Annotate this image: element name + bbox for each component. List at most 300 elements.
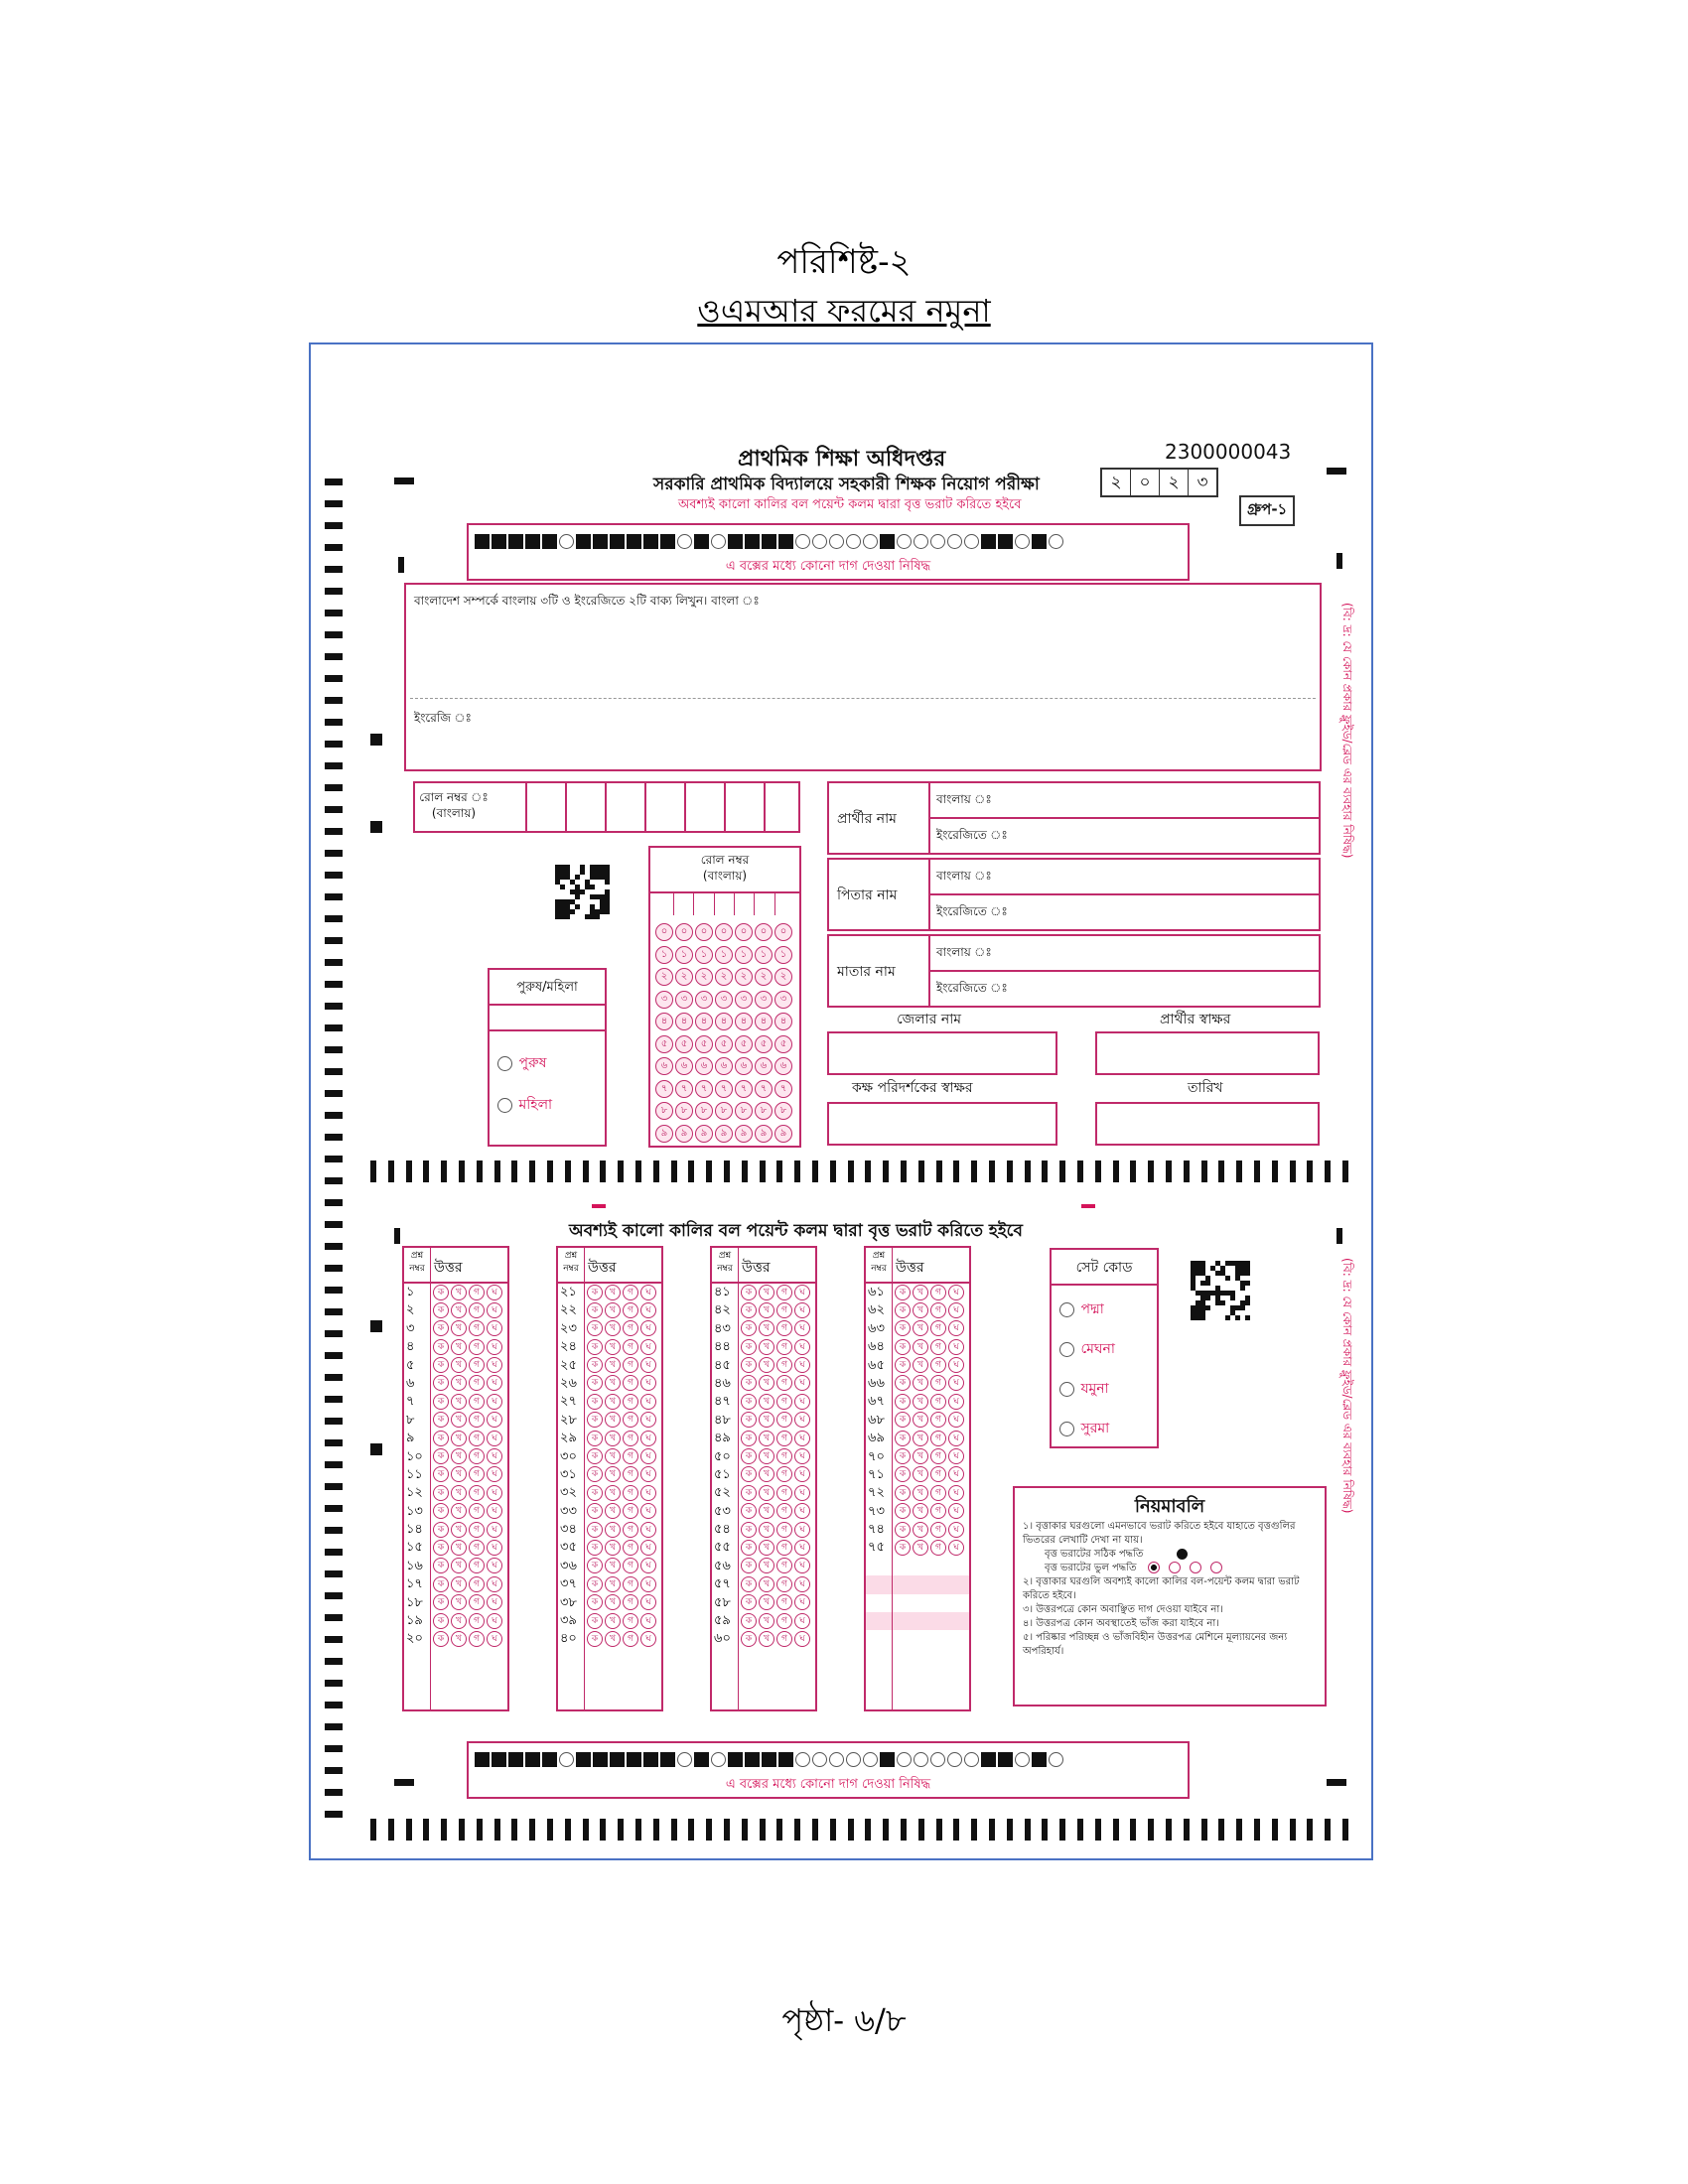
answer-bubble[interactable]: ক: [587, 1375, 603, 1391]
answer-bubble[interactable]: গ: [776, 1285, 792, 1300]
answer-bubble[interactable]: গ: [930, 1466, 946, 1482]
radio-icon[interactable]: [1059, 1302, 1074, 1317]
answer-bubble[interactable]: খ: [451, 1412, 467, 1428]
answer-bubble[interactable]: গ: [776, 1594, 792, 1610]
roll-bubble[interactable]: ৮: [755, 1102, 773, 1120]
answer-bubble[interactable]: ঘ: [487, 1285, 502, 1300]
answer-bubble[interactable]: ক: [433, 1485, 449, 1501]
answer-bubble[interactable]: গ: [776, 1302, 792, 1318]
answer-bubble[interactable]: খ: [913, 1522, 928, 1538]
answer-bubble[interactable]: ঘ: [794, 1285, 810, 1300]
answer-bubble[interactable]: খ: [759, 1448, 774, 1464]
answer-bubble[interactable]: গ: [930, 1320, 946, 1336]
answer-bubble[interactable]: খ: [451, 1594, 467, 1610]
answer-bubble[interactable]: ঘ: [948, 1540, 964, 1556]
answer-bubble[interactable]: খ: [913, 1394, 928, 1410]
answer-bubble[interactable]: ঘ: [487, 1594, 502, 1610]
answer-bubble[interactable]: গ: [776, 1357, 792, 1373]
answer-bubble[interactable]: খ: [913, 1485, 928, 1501]
answer-bubble[interactable]: খ: [451, 1613, 467, 1629]
roll-bubble[interactable]: ৭: [735, 1080, 753, 1098]
answer-bubble[interactable]: খ: [605, 1576, 621, 1592]
set-code-option[interactable]: [1059, 1337, 1115, 1361]
roll-bubble[interactable]: ৯: [715, 1125, 733, 1143]
answer-bubble[interactable]: ক: [433, 1357, 449, 1373]
answer-bubble[interactable]: গ: [930, 1503, 946, 1519]
roll-entry-cell[interactable]: [756, 893, 775, 915]
answer-bubble[interactable]: গ: [623, 1576, 638, 1592]
answer-bubble[interactable]: ক: [587, 1594, 603, 1610]
answer-bubble[interactable]: গ: [623, 1339, 638, 1355]
roll-bubble[interactable]: ৫: [774, 1035, 792, 1053]
answer-bubble[interactable]: ঘ: [948, 1485, 964, 1501]
answer-bubble[interactable]: খ: [913, 1357, 928, 1373]
roll-bubble[interactable]: ৫: [715, 1035, 733, 1053]
roll-cell[interactable]: [647, 783, 686, 831]
answer-bubble[interactable]: খ: [759, 1302, 774, 1318]
answer-bubble[interactable]: খ: [451, 1394, 467, 1410]
answer-bubble[interactable]: খ: [913, 1540, 928, 1556]
roll-entry-cell[interactable]: [674, 893, 694, 915]
roll-bubble[interactable]: ৮: [695, 1102, 713, 1120]
answer-bubble[interactable]: গ: [930, 1485, 946, 1501]
roll-cell[interactable]: [528, 783, 567, 831]
set-code-option[interactable]: [1059, 1377, 1109, 1401]
answer-bubble[interactable]: ক: [433, 1302, 449, 1318]
answer-bubble[interactable]: ঘ: [487, 1375, 502, 1391]
roll-bubble[interactable]: ৮: [735, 1102, 753, 1120]
answer-bubble[interactable]: ঘ: [640, 1285, 656, 1300]
answer-bubble[interactable]: ক: [433, 1339, 449, 1355]
answer-bubble[interactable]: গ: [776, 1448, 792, 1464]
answer-bubble[interactable]: খ: [451, 1503, 467, 1519]
answer-bubble[interactable]: খ: [759, 1357, 774, 1373]
answer-bubble[interactable]: খ: [451, 1540, 467, 1556]
answer-bubble[interactable]: ক: [741, 1412, 757, 1428]
roll-bubble[interactable]: ২: [735, 968, 753, 986]
answer-bubble[interactable]: গ: [469, 1594, 485, 1610]
answer-bubble[interactable]: ক: [895, 1357, 911, 1373]
answer-bubble[interactable]: গ: [623, 1522, 638, 1538]
answer-bubble[interactable]: ঘ: [640, 1613, 656, 1629]
answer-bubble[interactable]: খ: [451, 1448, 467, 1464]
answer-bubble[interactable]: ক: [741, 1357, 757, 1373]
answer-bubble[interactable]: ঘ: [640, 1357, 656, 1373]
answer-bubble[interactable]: ক: [895, 1375, 911, 1391]
answer-bubble[interactable]: ক: [895, 1448, 911, 1464]
answer-bubble[interactable]: খ: [451, 1485, 467, 1501]
answer-bubble[interactable]: গ: [623, 1285, 638, 1300]
roll-bubble[interactable]: ৫: [675, 1035, 693, 1053]
gender-male-option[interactable]: [497, 1051, 546, 1075]
answer-bubble[interactable]: গ: [930, 1431, 946, 1446]
answer-bubble[interactable]: গ: [930, 1412, 946, 1428]
roll-bubble[interactable]: ৬: [655, 1057, 673, 1075]
roll-bubble[interactable]: ৫: [735, 1035, 753, 1053]
answer-bubble[interactable]: ঘ: [487, 1613, 502, 1629]
answer-bubble[interactable]: খ: [913, 1503, 928, 1519]
roll-bubble[interactable]: ৪: [735, 1013, 753, 1030]
answer-bubble[interactable]: খ: [605, 1448, 621, 1464]
answer-bubble[interactable]: গ: [623, 1412, 638, 1428]
roll-bubble[interactable]: ২: [695, 968, 713, 986]
roll-cell[interactable]: [687, 783, 726, 831]
roll-bubble[interactable]: ০: [695, 923, 713, 941]
answer-bubble[interactable]: গ: [469, 1485, 485, 1501]
answer-bubble[interactable]: খ: [451, 1375, 467, 1391]
roll-number-row[interactable]: [413, 781, 800, 833]
answer-bubble[interactable]: ঘ: [794, 1503, 810, 1519]
answer-bubble[interactable]: খ: [451, 1339, 467, 1355]
roll-bubble[interactable]: ০: [675, 923, 693, 941]
answer-bubble[interactable]: খ: [605, 1375, 621, 1391]
roll-bubble[interactable]: ৭: [774, 1080, 792, 1098]
answer-bubble[interactable]: ক: [587, 1613, 603, 1629]
answer-bubble[interactable]: ক: [895, 1339, 911, 1355]
roll-cell[interactable]: [568, 783, 607, 831]
answer-bubble[interactable]: ক: [741, 1339, 757, 1355]
roll-bubble[interactable]: ১: [774, 946, 792, 964]
answer-bubble[interactable]: খ: [605, 1594, 621, 1610]
answer-bubble[interactable]: গ: [930, 1339, 946, 1355]
answer-bubble[interactable]: গ: [930, 1540, 946, 1556]
answer-bubble[interactable]: গ: [623, 1466, 638, 1482]
answer-bubble[interactable]: খ: [913, 1375, 928, 1391]
answer-bubble[interactable]: খ: [759, 1339, 774, 1355]
answer-bubble[interactable]: ক: [433, 1503, 449, 1519]
answer-bubble[interactable]: ঘ: [794, 1466, 810, 1482]
answer-bubble[interactable]: ঘ: [640, 1594, 656, 1610]
roll-bubble[interactable]: ৩: [675, 991, 693, 1009]
roll-entry-cell[interactable]: [715, 893, 735, 915]
roll-bubble[interactable]: ৩: [774, 991, 792, 1009]
answer-bubble[interactable]: ক: [741, 1285, 757, 1300]
answer-bubble[interactable]: ক: [433, 1431, 449, 1446]
answer-bubble[interactable]: গ: [469, 1466, 485, 1482]
roll-bubble[interactable]: ৩: [655, 991, 673, 1009]
answer-bubble[interactable]: গ: [469, 1540, 485, 1556]
answer-bubble[interactable]: ক: [895, 1302, 911, 1318]
answer-bubble[interactable]: খ: [759, 1522, 774, 1538]
answer-bubble[interactable]: ক: [433, 1558, 449, 1573]
roll-bubble[interactable]: ৫: [655, 1035, 673, 1053]
answer-bubble[interactable]: ক: [433, 1540, 449, 1556]
answer-bubble[interactable]: ঘ: [640, 1631, 656, 1647]
answer-bubble[interactable]: গ: [623, 1540, 638, 1556]
answer-bubble[interactable]: খ: [451, 1466, 467, 1482]
answer-bubble[interactable]: গ: [469, 1285, 485, 1300]
father-name-english[interactable]: ইংরেজিতে ঃ: [936, 904, 1008, 918]
answer-bubble[interactable]: ক: [433, 1576, 449, 1592]
answer-bubble[interactable]: খ: [451, 1320, 467, 1336]
answer-bubble[interactable]: ক: [433, 1285, 449, 1300]
answer-bubble[interactable]: ঘ: [640, 1431, 656, 1446]
roll-bubble[interactable]: ৬: [675, 1057, 693, 1075]
answer-bubble[interactable]: ঘ: [487, 1631, 502, 1647]
answer-bubble[interactable]: গ: [623, 1485, 638, 1501]
answer-bubble[interactable]: গ: [776, 1576, 792, 1592]
roll-bubble[interactable]: ৬: [755, 1057, 773, 1075]
answer-bubble[interactable]: ক: [895, 1485, 911, 1501]
answer-bubble[interactable]: ঘ: [487, 1540, 502, 1556]
answer-bubble[interactable]: ঘ: [640, 1503, 656, 1519]
roll-bubble[interactable]: ৪: [755, 1013, 773, 1030]
answer-bubble[interactable]: খ: [451, 1576, 467, 1592]
answer-bubble[interactable]: খ: [605, 1485, 621, 1501]
answer-bubble[interactable]: খ: [605, 1302, 621, 1318]
answer-bubble[interactable]: ঘ: [487, 1357, 502, 1373]
answer-bubble[interactable]: ঘ: [487, 1558, 502, 1573]
answer-bubble[interactable]: ক: [741, 1503, 757, 1519]
answer-bubble[interactable]: ঘ: [640, 1302, 656, 1318]
answer-bubble[interactable]: ঘ: [487, 1485, 502, 1501]
answer-bubble[interactable]: খ: [759, 1503, 774, 1519]
answer-bubble[interactable]: ক: [895, 1412, 911, 1428]
answer-bubble[interactable]: ক: [587, 1485, 603, 1501]
roll-bubble[interactable]: ৫: [695, 1035, 713, 1053]
answer-bubble[interactable]: খ: [451, 1357, 467, 1373]
answer-bubble[interactable]: ক: [587, 1431, 603, 1446]
answer-bubble[interactable]: খ: [605, 1320, 621, 1336]
answer-bubble[interactable]: ক: [587, 1412, 603, 1428]
roll-entry-cell[interactable]: [775, 893, 794, 915]
roll-bubble[interactable]: ৩: [695, 991, 713, 1009]
roll-cell[interactable]: [489, 783, 527, 831]
answer-bubble[interactable]: খ: [451, 1302, 467, 1318]
answer-bubble[interactable]: ঘ: [948, 1357, 964, 1373]
answer-bubble[interactable]: ঘ: [794, 1448, 810, 1464]
answer-bubble[interactable]: ক: [433, 1448, 449, 1464]
roll-bubble[interactable]: ৭: [675, 1080, 693, 1098]
answer-bubble[interactable]: ঘ: [794, 1594, 810, 1610]
roll-bubble[interactable]: ৯: [755, 1125, 773, 1143]
roll-bubble[interactable]: ১: [755, 946, 773, 964]
answer-bubble[interactable]: ঘ: [948, 1448, 964, 1464]
answer-bubble[interactable]: গ: [930, 1394, 946, 1410]
answer-bubble[interactable]: ক: [587, 1631, 603, 1647]
roll-cell[interactable]: [727, 783, 766, 831]
answer-bubble[interactable]: গ: [469, 1431, 485, 1446]
answer-bubble[interactable]: গ: [623, 1631, 638, 1647]
mother-name-bangla[interactable]: বাংলায় ঃ: [936, 945, 992, 959]
answer-bubble[interactable]: ক: [741, 1558, 757, 1573]
answer-bubble[interactable]: খ: [759, 1558, 774, 1573]
answer-bubble[interactable]: গ: [623, 1558, 638, 1573]
radio-icon[interactable]: [1059, 1342, 1074, 1357]
answer-bubble[interactable]: ঘ: [640, 1485, 656, 1501]
date-field[interactable]: [1095, 1102, 1320, 1146]
roll-cell[interactable]: [767, 783, 803, 831]
roll-bubble[interactable]: ৯: [675, 1125, 693, 1143]
roll-entry-cell[interactable]: [735, 893, 755, 915]
answer-bubble[interactable]: ক: [895, 1431, 911, 1446]
answer-bubble[interactable]: ক: [587, 1448, 603, 1464]
answer-bubble[interactable]: খ: [759, 1613, 774, 1629]
answer-bubble[interactable]: ঘ: [487, 1466, 502, 1482]
answer-bubble[interactable]: ক: [587, 1503, 603, 1519]
candidate-name-bangla[interactable]: বাংলায় ঃ: [936, 792, 992, 806]
answer-bubble[interactable]: ঘ: [794, 1302, 810, 1318]
roll-bubble[interactable]: ৩: [735, 991, 753, 1009]
answer-bubble[interactable]: ঘ: [487, 1320, 502, 1336]
answer-bubble[interactable]: ক: [587, 1466, 603, 1482]
answer-bubble[interactable]: ক: [587, 1285, 603, 1300]
answer-bubble[interactable]: ক: [741, 1375, 757, 1391]
answer-bubble[interactable]: গ: [930, 1285, 946, 1300]
roll-bubble[interactable]: ৯: [655, 1125, 673, 1143]
roll-bubble[interactable]: ৬: [735, 1057, 753, 1075]
answer-bubble[interactable]: ক: [741, 1448, 757, 1464]
roll-bubble[interactable]: ১: [675, 946, 693, 964]
answer-bubble[interactable]: ঘ: [948, 1394, 964, 1410]
answer-bubble[interactable]: ঘ: [640, 1412, 656, 1428]
answer-bubble[interactable]: ক: [741, 1394, 757, 1410]
answer-bubble[interactable]: ঘ: [794, 1357, 810, 1373]
answer-bubble[interactable]: খ: [913, 1302, 928, 1318]
sentence-box[interactable]: [404, 583, 1322, 771]
answer-bubble[interactable]: গ: [469, 1320, 485, 1336]
answer-bubble[interactable]: ক: [741, 1431, 757, 1446]
roll-entry-cell[interactable]: [654, 893, 674, 915]
answer-bubble[interactable]: খ: [759, 1485, 774, 1501]
answer-bubble[interactable]: খ: [913, 1431, 928, 1446]
answer-bubble[interactable]: ঘ: [487, 1431, 502, 1446]
answer-bubble[interactable]: গ: [623, 1302, 638, 1318]
answer-bubble[interactable]: ঘ: [794, 1613, 810, 1629]
answer-bubble[interactable]: ঘ: [487, 1412, 502, 1428]
answer-bubble[interactable]: ঘ: [794, 1631, 810, 1647]
answer-bubble[interactable]: ঘ: [794, 1522, 810, 1538]
roll-bubble[interactable]: ১: [735, 946, 753, 964]
answer-bubble[interactable]: ক: [587, 1357, 603, 1373]
answer-bubble[interactable]: ঘ: [794, 1540, 810, 1556]
answer-bubble[interactable]: ক: [895, 1466, 911, 1482]
radio-icon[interactable]: [1059, 1382, 1074, 1397]
answer-bubble[interactable]: ক: [587, 1558, 603, 1573]
answer-bubble[interactable]: গ: [776, 1431, 792, 1446]
answer-bubble[interactable]: ক: [895, 1320, 911, 1336]
answer-bubble[interactable]: ঘ: [640, 1466, 656, 1482]
roll-bubble[interactable]: ৮: [774, 1102, 792, 1120]
answer-bubble[interactable]: ঘ: [487, 1522, 502, 1538]
answer-bubble[interactable]: গ: [469, 1448, 485, 1464]
answer-bubble[interactable]: ক: [741, 1302, 757, 1318]
roll-bubble[interactable]: ২: [755, 968, 773, 986]
set-code-option[interactable]: [1059, 1417, 1109, 1440]
answer-bubble[interactable]: ক: [587, 1394, 603, 1410]
answer-bubble[interactable]: গ: [776, 1631, 792, 1647]
answer-bubble[interactable]: খ: [759, 1320, 774, 1336]
roll-bubble[interactable]: ৪: [774, 1013, 792, 1030]
set-code-option[interactable]: [1059, 1297, 1104, 1321]
mother-name-english[interactable]: ইংরেজিতে ঃ: [936, 981, 1008, 995]
answer-bubble[interactable]: গ: [776, 1540, 792, 1556]
answer-bubble[interactable]: ক: [433, 1394, 449, 1410]
roll-bubble[interactable]: ৮: [655, 1102, 673, 1120]
roll-bubble[interactable]: ২: [655, 968, 673, 986]
radio-icon[interactable]: [497, 1056, 512, 1071]
answer-bubble[interactable]: গ: [776, 1412, 792, 1428]
answer-bubble[interactable]: খ: [759, 1285, 774, 1300]
answer-bubble[interactable]: খ: [759, 1540, 774, 1556]
answer-bubble[interactable]: গ: [469, 1503, 485, 1519]
roll-bubble[interactable]: ৪: [675, 1013, 693, 1030]
answer-bubble[interactable]: গ: [469, 1576, 485, 1592]
answer-bubble[interactable]: ক: [433, 1613, 449, 1629]
answer-bubble[interactable]: গ: [469, 1357, 485, 1373]
answer-bubble[interactable]: ঘ: [640, 1375, 656, 1391]
answer-bubble[interactable]: গ: [623, 1448, 638, 1464]
answer-bubble[interactable]: ক: [741, 1594, 757, 1610]
answer-bubble[interactable]: গ: [930, 1522, 946, 1538]
answer-bubble[interactable]: খ: [605, 1503, 621, 1519]
roll-bubble[interactable]: ০: [774, 923, 792, 941]
answer-bubble[interactable]: ক: [433, 1594, 449, 1610]
roll-bubble[interactable]: ৭: [755, 1080, 773, 1098]
answer-bubble[interactable]: ঘ: [794, 1431, 810, 1446]
answer-bubble[interactable]: ঘ: [487, 1302, 502, 1318]
answer-bubble[interactable]: গ: [469, 1375, 485, 1391]
answer-bubble[interactable]: গ: [930, 1448, 946, 1464]
answer-bubble[interactable]: ক: [587, 1522, 603, 1538]
answer-bubble[interactable]: গ: [776, 1485, 792, 1501]
answer-bubble[interactable]: ক: [741, 1540, 757, 1556]
answer-bubble[interactable]: খ: [759, 1394, 774, 1410]
answer-bubble[interactable]: খ: [451, 1431, 467, 1446]
answer-bubble[interactable]: খ: [605, 1540, 621, 1556]
answer-bubble[interactable]: ক: [741, 1466, 757, 1482]
answer-bubble[interactable]: গ: [930, 1357, 946, 1373]
answer-bubble[interactable]: ক: [895, 1540, 911, 1556]
answer-bubble[interactable]: গ: [623, 1594, 638, 1610]
answer-bubble[interactable]: ক: [741, 1320, 757, 1336]
answer-bubble[interactable]: ঘ: [948, 1320, 964, 1336]
answer-bubble[interactable]: ঘ: [948, 1503, 964, 1519]
answer-bubble[interactable]: খ: [759, 1431, 774, 1446]
answer-bubble[interactable]: খ: [913, 1448, 928, 1464]
answer-bubble[interactable]: খ: [759, 1594, 774, 1610]
answer-bubble[interactable]: ক: [895, 1285, 911, 1300]
answer-bubble[interactable]: গ: [469, 1394, 485, 1410]
answer-bubble[interactable]: ঘ: [640, 1320, 656, 1336]
roll-bubble[interactable]: ৪: [655, 1013, 673, 1030]
answer-bubble[interactable]: খ: [913, 1320, 928, 1336]
answer-bubble[interactable]: ক: [741, 1631, 757, 1647]
answer-bubble[interactable]: খ: [605, 1412, 621, 1428]
radio-icon[interactable]: [497, 1098, 512, 1113]
answer-bubble[interactable]: ক: [433, 1631, 449, 1647]
answer-bubble[interactable]: ক: [741, 1522, 757, 1538]
answer-bubble[interactable]: ঘ: [640, 1522, 656, 1538]
answer-bubble[interactable]: ঘ: [487, 1339, 502, 1355]
district-field[interactable]: [827, 1031, 1057, 1075]
answer-bubble[interactable]: ঘ: [487, 1576, 502, 1592]
answer-bubble[interactable]: খ: [451, 1631, 467, 1647]
answer-bubble[interactable]: গ: [623, 1431, 638, 1446]
answer-bubble[interactable]: খ: [605, 1357, 621, 1373]
answer-bubble[interactable]: ক: [895, 1394, 911, 1410]
roll-bubble[interactable]: ৮: [675, 1102, 693, 1120]
answer-bubble[interactable]: ঘ: [640, 1448, 656, 1464]
answer-bubble[interactable]: ক: [433, 1412, 449, 1428]
answer-bubble[interactable]: ক: [433, 1466, 449, 1482]
answer-bubble[interactable]: গ: [469, 1412, 485, 1428]
answer-bubble[interactable]: খ: [759, 1375, 774, 1391]
answer-bubble[interactable]: গ: [776, 1466, 792, 1482]
candidate-sign-field[interactable]: [1095, 1031, 1320, 1075]
answer-bubble[interactable]: ঘ: [794, 1339, 810, 1355]
answer-bubble[interactable]: গ: [623, 1320, 638, 1336]
